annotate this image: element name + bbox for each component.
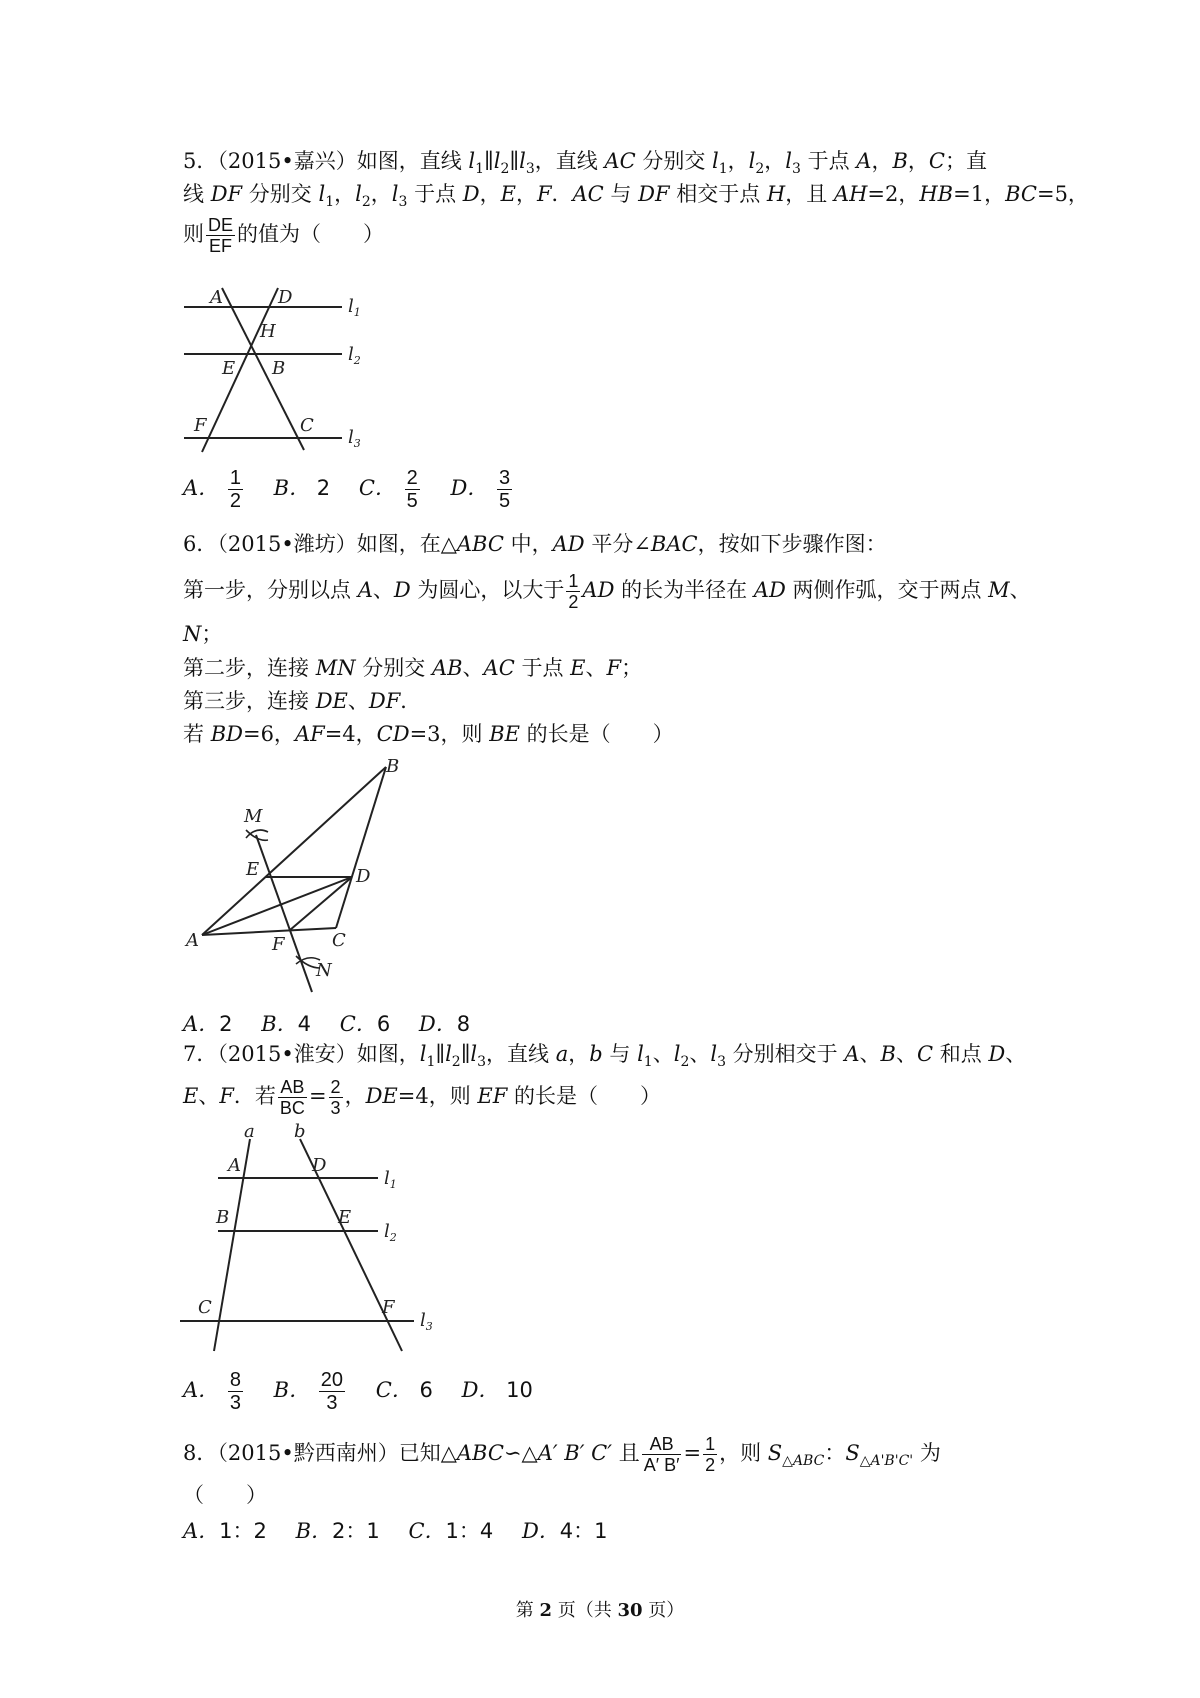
page-footer: 第 2 页（共 30 页）: [515, 1600, 685, 1621]
q8-line2: （ ）: [183, 1483, 267, 1507]
q6-options: A．2 B．4 C．6 D．8: [183, 1012, 471, 1036]
q6-label-D: D: [356, 866, 371, 887]
q5-line2: 线 DF 分别交 $l_1$，$l_2$，$l_3$ 于点 D，E，F．AC 与 DF 相交于点 H，且 AH=2，HB=1，BC=5，: [183, 182, 1089, 211]
q6-label-M: M: [244, 806, 263, 827]
q6-step3: 第三步，连接 DE、DF．: [183, 689, 422, 713]
q5-label-A: A: [210, 287, 223, 308]
q5-options: A． $\frac{1}{2}$ B． 2 C． $\frac{2}{5}$ D． $\frac{3}{5}$: [183, 467, 511, 512]
q6-line-AC: [202, 928, 336, 935]
q7-label-a: a: [244, 1121, 255, 1142]
q5-label-H: H: [260, 321, 276, 342]
q7-figure: [180, 1121, 433, 1365]
q6-line1: 6．（2015•潍坊）如图，在△ABC 中，AD 平分∠BAC，按如下步骤作图：: [183, 532, 887, 556]
q7-label-D: D: [312, 1155, 327, 1176]
q5-label-B: B: [272, 358, 286, 379]
q6-line-AD: [202, 877, 352, 935]
q5-label-C: C: [300, 415, 314, 436]
q7-label-C: C: [198, 1297, 212, 1318]
q6-step1: 第一步，分别以点 A、D 为圆心，以大于 $\frac{1}{2}$ AD 的长为半径在 AD 两侧作弧，交于两点 M、: [183, 571, 1031, 612]
q5-label-D: D: [278, 287, 293, 308]
q7-fraction-ratio: $\frac{AB}{BC}$: [279, 1077, 305, 1118]
q8-fraction-value: $\frac{1}{2}$: [705, 1434, 716, 1475]
q6-label-N: N: [316, 960, 332, 981]
q5-label-l3: $l_3$: [348, 427, 361, 450]
q5-line-DF: [202, 288, 278, 452]
q6-label-A: A: [186, 930, 199, 951]
q5-label-E: E: [222, 358, 236, 379]
q6-step1-cont: N；: [183, 622, 223, 646]
q6-line-MN: [256, 835, 312, 992]
q7-label-l3: $l_3$: [420, 1310, 433, 1333]
q7-line1: 7．（2015•淮安）如图，$l_1\parallel l_2\parallel l_3$，直线 a，b 与 $l_1$、$l_2$、$l_3$ 分别相交于 A、B、C 和点 D、: [183, 1042, 1027, 1071]
q7-label-b: b: [294, 1121, 306, 1142]
q7-label-l2: $l_2$: [384, 1221, 397, 1244]
q6-half-fraction: $\frac{1}{2}$: [568, 571, 579, 612]
q5-label-F: F: [194, 415, 207, 436]
q6-label-B: B: [386, 756, 400, 777]
q5-line1: 5．（2015•嘉兴）如图，直线 $l_1\parallel l_2\parallel l_3$，直线 AC 分别交 $l_1$，$l_2$，$l_3$ 于点 A，B，C；直: [183, 149, 987, 178]
q7-options: A． $\frac{8}{3}$ B． $\frac{20}{3}$ C． 6 D． 10: [183, 1369, 533, 1414]
q8-fraction-ratio: $\frac{AB}{A' B'}$: [643, 1434, 680, 1475]
q5-fraction: $\frac{DE}{EF}$: [208, 215, 234, 256]
q5-label-l2: $l_2$: [348, 344, 361, 367]
q7-label-A: A: [228, 1155, 241, 1176]
q7-label-E: E: [338, 1207, 352, 1228]
q8-line1: 8．（2015•黔西南州）已知△ABC∽△A′ B′ C′ 且 $\frac{AB}{A' B'}$ = $\frac{1}{2}$ ，则 $S_{\triangle ABC}$：$S_{\triangle A'B'C'}$ 为: [183, 1434, 941, 1475]
q5-line3: 则 $\frac{DE}{EF}$ 的值为（ ）: [183, 215, 385, 256]
q7-label-F: F: [382, 1297, 395, 1318]
q6-figure: [180, 756, 420, 1000]
q6-label-E: E: [246, 859, 260, 880]
q8-options: A．1：2 B．2：1 C．1：4 D．4：1: [183, 1519, 608, 1543]
q6-label-F: F: [272, 934, 285, 955]
q6-condition: 若 BD=6，AF=4，CD=3，则 BE 的长是（ ）: [183, 722, 674, 746]
q7-line2: E、F．若 $\frac{AB}{BC}$ = $\frac{2}{3}$ ，DE=4，则 EF 的长是（ ）: [183, 1077, 661, 1118]
q7-label-l1: $l_1$: [384, 1168, 397, 1191]
q7-fraction-value: $\frac{2}{3}$: [330, 1077, 341, 1118]
q6-line-AB: [202, 767, 386, 935]
q7-label-B: B: [216, 1207, 230, 1228]
q6-step2: 第二步，连接 MN 分别交 AB、AC 于点 E、F；: [183, 656, 643, 680]
q5-figure: [180, 280, 370, 460]
q5-label-l1: $l_1$: [348, 296, 361, 319]
q6-label-C: C: [332, 930, 346, 951]
